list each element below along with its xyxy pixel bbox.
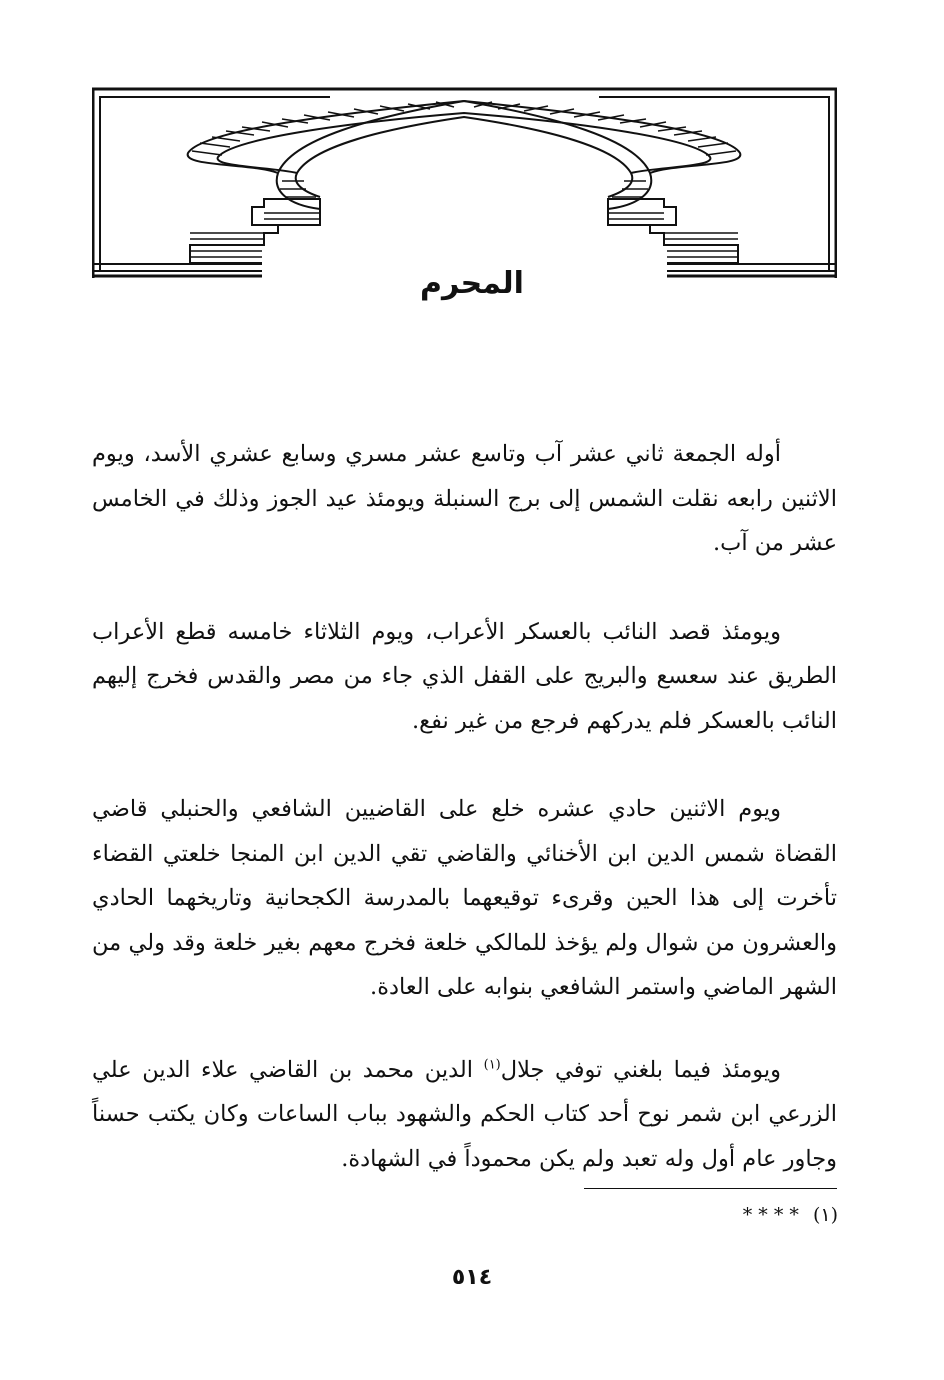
footnote-marker: (١) — [812, 1204, 838, 1226]
main-text — [92, 432, 837, 1225]
chapter-header-ornament — [92, 87, 837, 279]
paragraph: ويومئذ قصد النائب بالعسكر الأعراب، ويوم الثلاثاء خامسه قطع الأعراب الطريق عند سعسع والبريج على القفل الذي جاء من مصر والقدس فخرج إليهم النائب بالعسكر فلم يدركهم فرجع من غير نفع. — [92, 618, 837, 734]
footnote-reference[interactable]: (١) — [483, 1057, 501, 1072]
ornament-arch — [188, 101, 741, 209]
chapter-title: المحرم — [420, 266, 524, 301]
page-number: ٥١٤ — [451, 1265, 493, 1290]
footnote — [743, 1198, 838, 1232]
ornament-right-stairs — [608, 199, 738, 263]
footnote-text: * * * * — [742, 1204, 799, 1226]
paragraph-text: ويومئذ فيما بلغني توفي جلال — [500, 1056, 781, 1083]
footnote-divider — [584, 1188, 837, 1189]
paragraph — [92, 1048, 837, 1182]
paragraph-text: الدين محمد بن القاضي علاء الدين علي الزرعي ابن شمر نوح أحد كتاب الحكم والشهود بباب الساعات وكان يكتب حسناً وجاور عام أول وله تعبد ولم يكن محموداً في الشهادة. — [92, 1056, 837, 1172]
ornament-left-stairs — [190, 199, 320, 263]
paragraph: أوله الجمعة ثاني عشر آب وتاسع عشر مسري وسابع عشري الأسد، ويوم الاثنين رابعه نقلت الشمس إلى برج السنبلة ويومئذ عيد الجوز وذلك في الخامس عشر من آب. — [92, 441, 837, 556]
paragraph: ويوم الاثنين حادي عشره خلع على القاضيين الشافعي والحنبلي قاضي القضاة شمس الدين ابن الأخنائي والقاضي تقي الدين ابن المنجا خلعتي القضاء تأخرت إلى هذا الحين وقرىء توقيعهما بالمدرسة الكجحانية وتاريخهما الحادي والعشرون من شوال ولم يؤخذ للمالكي خلعة فخرج معهم بغير خلعة وقد ولي من الشهر الماضي واستمر الشافعي بنوابه على العادة. — [92, 796, 837, 1000]
